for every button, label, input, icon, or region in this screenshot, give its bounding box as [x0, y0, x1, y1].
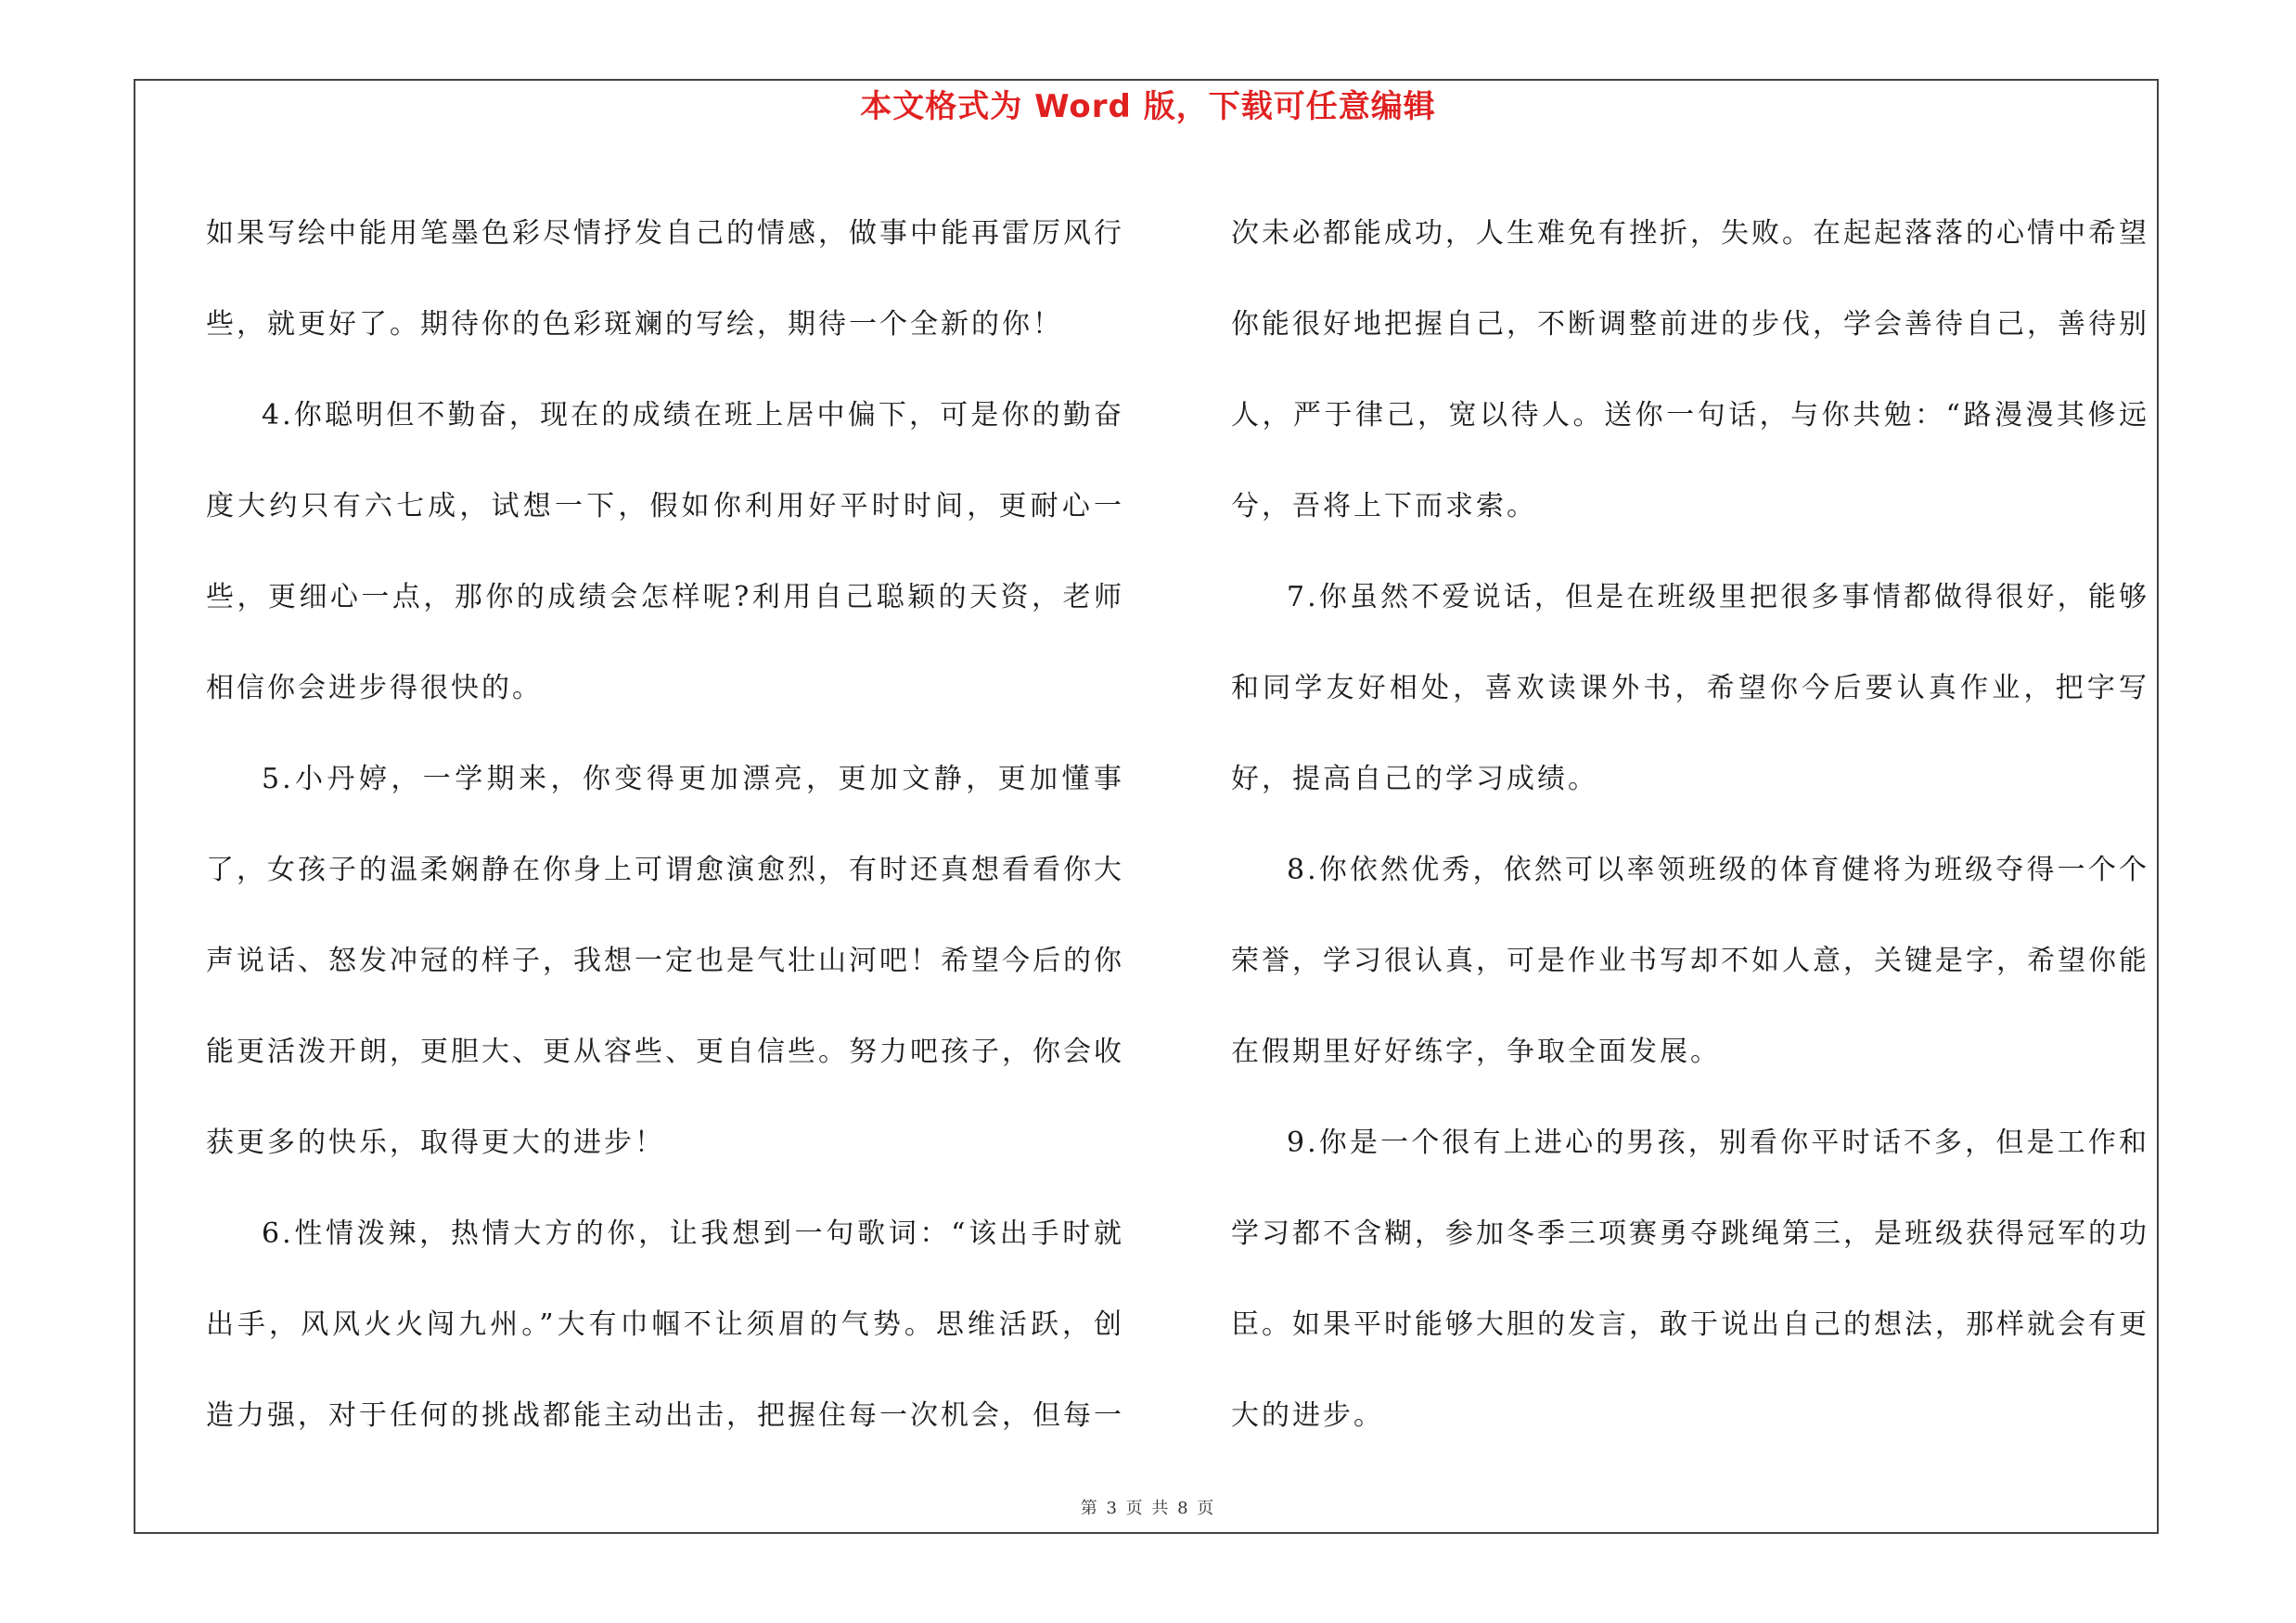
paragraph: 5.小丹婷，一学期来，你变得更加漂亮，更加文静，更加懂事了，女孩子的温柔娴静在你身上可谓愈演愈烈，有时还真想看看你大声说话、怒发冲冠的样子，我想一定也是气壮山河吧！希望今后的你能更活泼开朗，更胆大、更从容些、更自信些。努力吧孩子，你会收获更多的快乐，取得更大的进步！	[206, 763, 1124, 1159]
paragraph: 次未必都能成功，人生难免有挫折，失败。在起起落落的心情中希望你能很好地把握自己，不断调整前进的步伐，学会善待自己，善待别人，严于律己，宽以待人。送你一句话，与你共勉：“路漫漫其修远兮，吾将上下而求索。	[1231, 217, 2149, 522]
left-column	[206, 188, 1124, 1462]
header-banner: 本文格式为 Word 版，下载可任意编辑	[860, 88, 1436, 125]
paragraph: 9.你是一个很有上进心的男孩，别看你平时话不多，但是工作和学习都不含糊，参加冬季三项赛勇夺跳绳第三，是班级获得冠军的功臣。如果平时能够大胆的发言，敢于说出自己的想法，那样就会有更大的进步。	[1231, 1127, 2149, 1432]
paragraph: 4.你聪明但不勤奋，现在的成绩在班上居中偏下，可是你的勤奋度大约只有六七成，试想一下，假如你利用好平时时间，更耐心一些，更细心一点，那你的成绩会怎样呢?利用自己聪颖的天资，老师相信你会进步得很快的。	[206, 399, 1124, 704]
paragraph: 8.你依然优秀，依然可以率领班级的体育健将为班级夺得一个个荣誉，学习很认真，可是作业书写却不如人意，关键是字，希望你能在假期里好好练字，争取全面发展。	[1231, 854, 2149, 1068]
right-column	[1231, 188, 2149, 1462]
paragraph: 6.性情泼辣，热情大方的你，让我想到一句歌词：“该出手时就出手，风风火火闯九州。”大有巾帼不让须眉的气势。思维活跃，创造力强，对于任何的挑战都能主动出击，把握住每一次机会，但每一	[206, 1217, 1124, 1432]
page-number: 第 3 页 共 8 页	[1080, 1499, 1216, 1518]
paragraph: 7.你虽然不爱说话，但是在班级里把很多事情都做得很好，能够和同学友好相处，喜欢读课外书，希望你今后要认真作业，把字写好，提高自己的学习成绩。	[1231, 581, 2149, 795]
paragraph: 如果写绘中能用笔墨色彩尽情抒发自己的情感，做事中能再雷厉风行些，就更好了。期待你的色彩斑斓的写绘，期待一个全新的你！	[206, 217, 1124, 341]
